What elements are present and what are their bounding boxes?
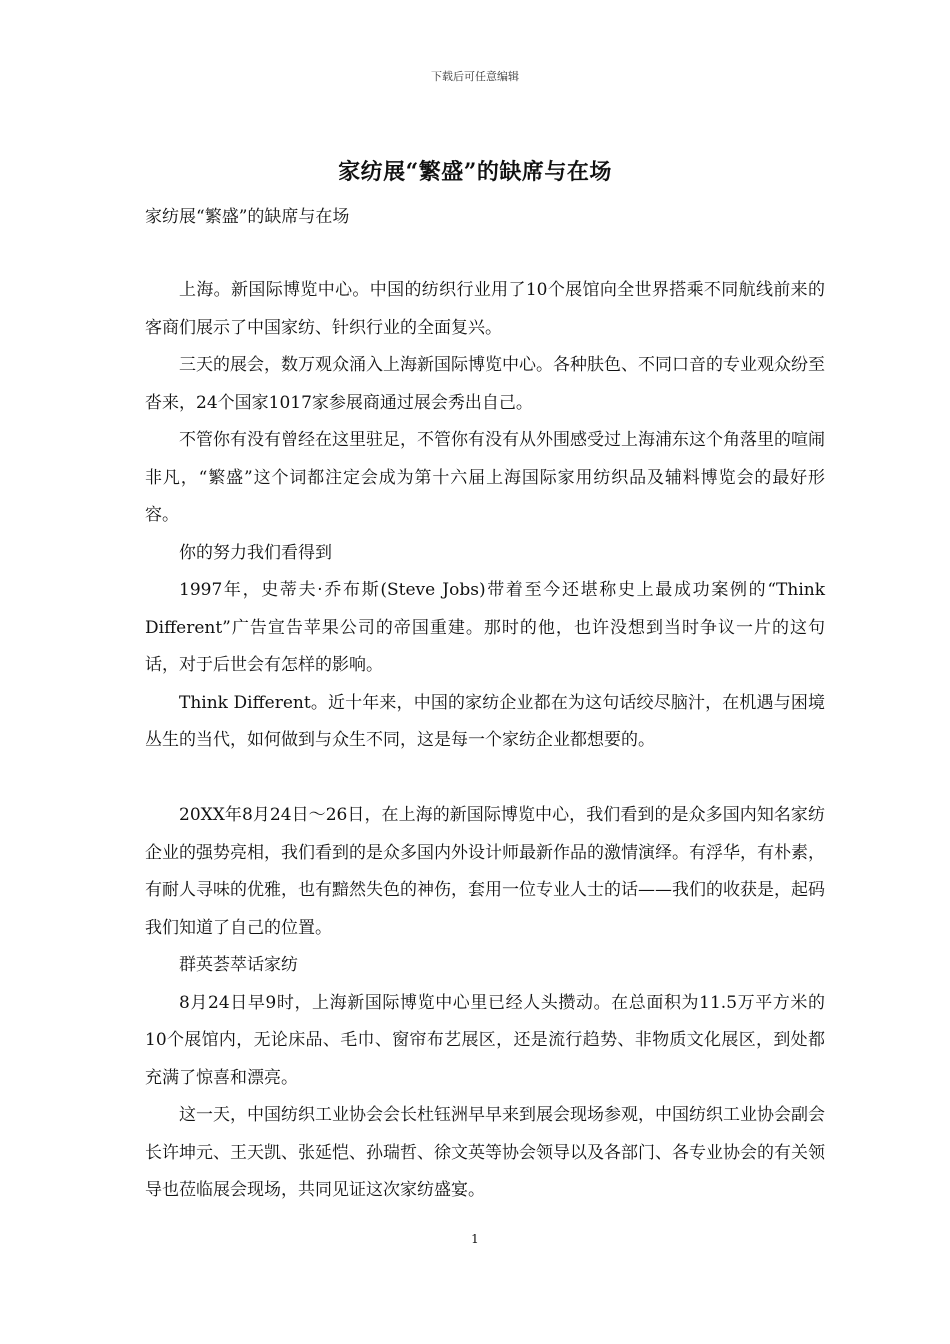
paragraph: 上海。新国际博览中心。中国的纺织行业用了10个展馆向全世界搭乘不同航线前来的客商们展示了中国家纺、针织行业的全面复兴。 [145, 280, 825, 338]
paragraph: Think Different。近十年来，中国的家纺企业都在为这句话绞尽脑汁，在机遇与困境丛生的当代，如何做到与众生不同，这是每一个家纺企业都想要的。 [145, 692, 825, 750]
paragraph: 20XX年8月24日～26日，在上海的新国际博览中心，我们看到的是众多国内知名家纺企业的强势亮相，我们看到的是众多国内外设计师最新作品的激情演绎。有浮华，有朴素，有耐人寻味的优雅，也有黯然失色的神伤，套用一位专业人士的话——我们的收获是，起码我们知道了自己的位置。 [145, 805, 825, 938]
paragraph: 8月24日早9时，上海新国际博览中心里已经人头攒动。在总面积为11.5万平方米的10个展馆内，无论床品、毛巾、窗帘布艺展区，还是流行趋势、非物质文化展区，到处都充满了惊喜和漂亮。 [145, 992, 825, 1088]
header-note: 下载后可任意编辑 [431, 70, 519, 83]
document-body [145, 272, 825, 1210]
document-title: 家纺展“繁盛”的缺席与在场 [338, 159, 612, 185]
paragraph: 1997年，史蒂夫·乔布斯(Steve Jobs)带着至今还堪称史上最成功案例的“Think Different”广告宣告苹果公司的帝国重建。那时的他，也许没想到当时争议一片的这句话，对于后世会有怎样的影响。 [145, 580, 825, 675]
paragraph: 三天的展会，数万观众涌入上海新国际博览中心。各种肤色、不同口音的专业观众纷至沓来，24个国家1017家参展商通过展会秀出自己。 [145, 355, 825, 413]
paragraph: 这一天，中国纺织工业协会会长杜钰洲早早来到展会现场参观，中国纺织工业协会副会长许坤元、王天凯、张延恺、孙瑞哲、徐文英等协会领导以及各部门、各专业协会的有关领导也莅临展会现场，共同见证这次家纺盛宴。 [145, 1105, 825, 1200]
section-heading: 群英荟萃话家纺 [179, 955, 298, 975]
paragraph: 不管你有没有曾经在这里驻足，不管你有没有从外围感受过上海浦东这个角落里的喧闹非凡，“繁盛”这个词都注定会成为第十六届上海国际家用纺织品及辅料博览会的最好形容。 [145, 430, 825, 525]
section-heading: 你的努力我们看得到 [179, 542, 332, 563]
paragraph-spacer [145, 760, 825, 798]
document-subtitle: 家纺展“繁盛”的缺席与在场 [145, 207, 350, 227]
page-number: 1 [471, 1232, 479, 1246]
